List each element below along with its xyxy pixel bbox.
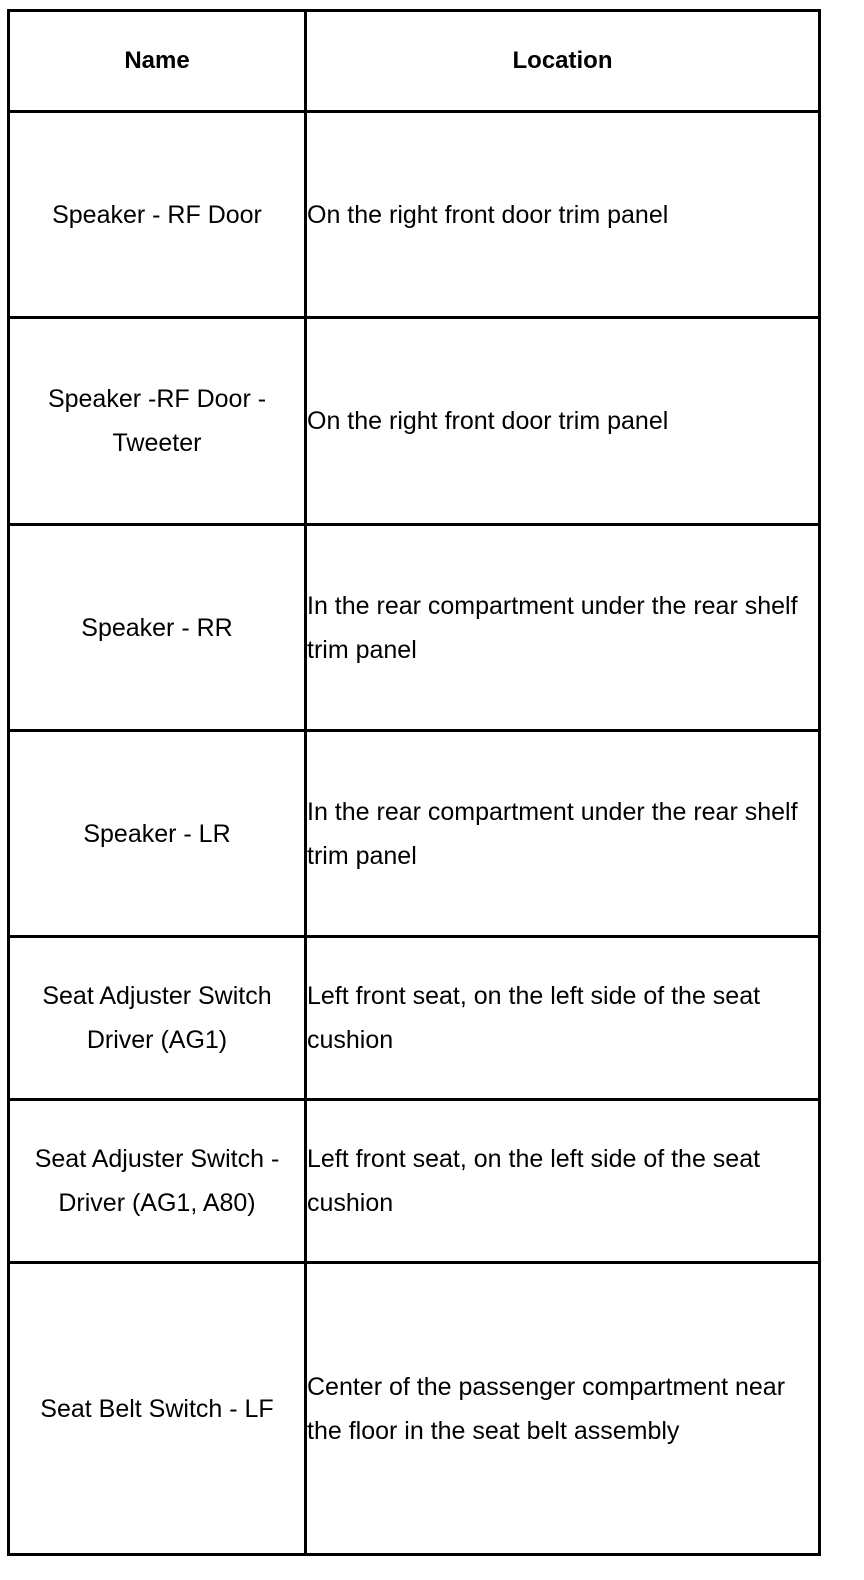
- table-row: [9, 525, 820, 731]
- component-name-cell: Speaker - LR: [9, 731, 306, 937]
- table-row: [9, 112, 820, 318]
- component-location-cell: Left front seat, on the left side of the seat cushion: [306, 1100, 820, 1263]
- table-row: [9, 937, 820, 1100]
- table-row: [9, 731, 820, 937]
- table-header-row: [9, 11, 820, 112]
- component-location-cell: In the rear compartment under the rear shelf trim panel: [306, 731, 820, 937]
- component-location-cell: On the right front door trim panel: [306, 112, 820, 318]
- table-row: [9, 1100, 820, 1263]
- component-location-table: [7, 9, 821, 1556]
- component-name-cell: Speaker - RR: [9, 525, 306, 731]
- component-location-cell: In the rear compartment under the rear shelf trim panel: [306, 525, 820, 731]
- component-location-cell: Center of the passenger compartment near the floor in the seat belt assembly: [306, 1263, 820, 1555]
- component-name-cell: Seat Adjuster Switch - Driver (AG1, A80): [9, 1100, 306, 1263]
- location-column-header: Location: [306, 11, 820, 112]
- component-name-cell: Seat Adjuster Switch Driver (AG1): [9, 937, 306, 1100]
- table-row: [9, 318, 820, 525]
- name-column-header: Name: [9, 11, 306, 112]
- component-name-cell: Speaker - RF Door: [9, 112, 306, 318]
- table-row: [9, 1263, 820, 1555]
- component-location-cell: On the right front door trim panel: [306, 318, 820, 525]
- component-name-cell: Speaker -RF Door - Tweeter: [9, 318, 306, 525]
- component-name-cell: Seat Belt Switch - LF: [9, 1263, 306, 1555]
- component-location-cell: Left front seat, on the left side of the seat cushion: [306, 937, 820, 1100]
